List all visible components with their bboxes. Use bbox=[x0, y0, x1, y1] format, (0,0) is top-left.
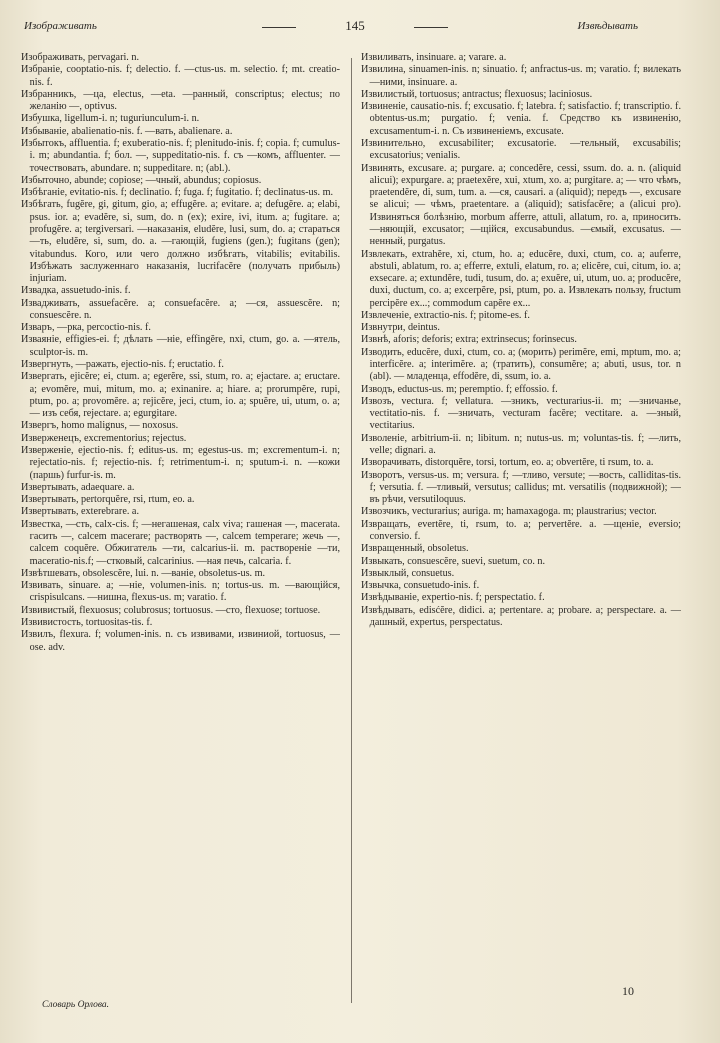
dictionary-entry: Извѣдывать, edisćĕre, didici. a; pertentare. a; probare. a; perspectare. a. —дашный, expertus, perspectatus. bbox=[361, 604, 681, 628]
dictionary-entry: Изводъ, eductus-us. m; peremptio. f; effossio. f. bbox=[361, 383, 558, 395]
dictionary-entry: Изваръ, —рка, percoctio-nis. f. bbox=[21, 322, 151, 334]
dictionary-entry: Извергать, ejicĕre; ei, ctum. a; egerĕre, ssi, stum, ro. a; ejactare. a; eructare. a; evomĕre, mui, mitum, mo. a; exinanire. a; hiare. a; prorumpĕre, rupi, ptum, po. a; provomĕre. a; rejicĕre, jeci, ctum, io. a; spuĕre, ui, utum, o. a; — изъ себя, rejectare. a; egurgitare. bbox=[21, 371, 340, 420]
dictionary-entry: Избѣганіе, evitatio-nis. f; declinatio. f; fuga. f; fugitatio. f; declinatus-us. m. bbox=[21, 187, 334, 199]
dictionary-entry: Извлеченіе, extractio-nis. f; pitome-es. f. bbox=[361, 309, 530, 321]
dictionary-entry: Извиненіе, causatio-nis. f; excusatio. f; latebra. f; satisfactio. f; transcriptio. f. obtentus-us.m; purgatio. f; venia. f. Средство къ извиненію, excusamentum-i. n. Съ извиненіемъ, excusate. bbox=[361, 101, 681, 137]
dictionary-entry: Извѣтшевать, obsolescĕre, lui. n. —ваніе, obsoletus-us. m. bbox=[21, 567, 266, 579]
right-column bbox=[361, 52, 681, 629]
dictionary-entry: Изверженецъ, excrementorius; rejectus. bbox=[21, 432, 187, 444]
footer-signature-mark: 10 bbox=[622, 984, 634, 998]
dictionary-entry: Извинять, excusare. a; purgare. a; concedĕre, cessi, ssum. do. a. n. (aliquid alicui); expurgare. a; praetexĕre, xui, xtum, xo. a; purgitare. a; — что чѣмъ, praetendĕre, di, sum, tum. a. —ся, causari. a (aliquid); передъ —, excusare se alicui; — чѣмъ, praetentare. a (aliquid); satisfacĕre; a (alicui pro). Извиняться болѣзнію, morbum afferre, attuli, allatum, ro. a, приносить. —няющій, excusator; —щійся, excusabundus. —ємый, excusatus. —ненный, purgatus. bbox=[361, 162, 681, 248]
left-column bbox=[21, 52, 340, 654]
dictionary-entry: Извергъ, homo malignus, — noxosus. bbox=[21, 420, 179, 432]
header-page-number: 145 bbox=[300, 18, 410, 34]
dictionary-entry: Извивистый, flexuosus; colubrosus; tortuosus. —сто, flexuose; tortuose. bbox=[21, 604, 321, 616]
page-header bbox=[0, 16, 720, 38]
dictionary-entry: Известка, —сть, calx-cis. f; —негашеная, calx viva; гашеная —, macerata. гасить —, calcem macerare; растворять —, calcem temperare; жечь —, calcem coquĕre. Обжигатель —ти, calcarius-ii. m. раствореніе —ти, maceratio-nis.f; —стковый, calcarinius. —ная печь, calcaria. f. bbox=[21, 518, 340, 567]
dictionary-entry: Извилъ, flexura. f; volumen-inis. n. съ извивами, извиниой, tortuosus, —ose. adv. bbox=[21, 629, 340, 653]
dictionary-entry: Изверженіе, ejectio-nis. f; editus-us. m; egestus-us. m; excrementum-i. n; rejectatio-nis. f; rejectio-nis. f; retrimentum-i. n; sputum-i. n. —кожи (паршь) furfur-is. m. bbox=[21, 445, 340, 481]
dictionary-entry: Изворачивать, distorquĕre, torsi, tortum, eo. a; obvertĕre, ti rsum, to. a. bbox=[361, 457, 654, 469]
dictionary-entry: Извѣдываніе, expertio-nis. f; perspectatio. f. bbox=[361, 592, 545, 604]
dictionary-entry: Извадживать, assuefacĕre. a; consuefacĕre. a; —ся, assuescĕre. n; consuescĕre. n. bbox=[21, 297, 340, 321]
dictionary-entry: Избѣгать, fugĕre, gi, gitum, gio, a; effugĕre. a; evitare. a; defugĕre. a; elabi, psus. ior. a; evadĕre, si, sum, do. n (ex); exire, ivi, itum. a; fugitare. a; profugĕre. a; tergiversari. —наказанія, eludĕre, lusi, sum, do. a; стараться —ть, eludĕre, si, sum, do. a. —гающій, fugiens (gen.); fugitans (gen); vitabundus. Кого, или чего должно избѣгать, vitabilis; evitabilis. Избѣжать заслуженнаго наказанія, lucrifacĕre (получать прибыль) injuriam. bbox=[21, 199, 340, 285]
dictionary-entry: Избраніе, cooptatio-nis. f; delectio. f. —ctus-us. m. selectio. f; mt. creatio-nis. f. bbox=[21, 64, 340, 88]
dictionary-entry: Извадка, assuetudo-inis. f. bbox=[21, 285, 131, 297]
dictionary-entry: Изволеніе, arbitrium-ii. n; libitum. n; nutus-us. m; voluntas-tis. f; —лить, velle; dignari. a. bbox=[361, 432, 681, 456]
dictionary-entry: Изваяніе, effigies-ei. f; дѣлать —ніе, effingĕre, nxi, ctum, go. a. —ятель, sculptor-is. m. bbox=[21, 334, 340, 358]
footer-signature: Словарь Орлова. bbox=[42, 1000, 110, 1010]
dictionary-entry: Избываніе, abalienatio-nis. f. —вать, abalienare. a. bbox=[21, 125, 233, 137]
header-left-guide-word: Изображивать bbox=[24, 20, 97, 32]
dictionary-entry: Извыклый, consuetus. bbox=[361, 567, 455, 579]
dictionary-entry: Извертывать, adaequare. a. bbox=[21, 481, 135, 493]
dictionary-entry: Извлекать, extrahĕre, xi, ctum, ho. a; educĕre, duxi, ctum, co. a; auferre, abstuli, ablatum, ro. a; efferre, extuli, elatum, ro. a; elicĕre, cui, citum, io. a; exsecare. a; extundĕre, tudi, tusum, do. a; exuĕre, ui, utum, uo. a; producĕre, duxi, ductum, co. a; excerpĕre, psi, ptum, po. a. Извлекать пользу, fructum percipĕre ex...; commodum capĕre ex... bbox=[361, 248, 681, 309]
header-right-guide-word: Извѣдывать bbox=[577, 20, 638, 32]
dictionary-entry: Извычка, consuetudo-inis. f. bbox=[361, 580, 480, 592]
dictionary-entry: Извиливать, insinuare. a; varare. a. bbox=[361, 52, 507, 63]
dictionary-entry: Извинительно, excusabiliter; excusatorie. —тельный, excusabilis; excusatorius; venialis. bbox=[361, 137, 681, 162]
dictionary-entry: Извозъ, vectura. f; vellatura. —зникъ, vecturarius-ii. m; —зничанье, vectitatio-nis. f. —зничать, vecturam facĕre; vectitare. a. —зный, vectitarius. bbox=[361, 395, 681, 432]
dictionary-entry: Извнутри, deintus. bbox=[361, 322, 440, 334]
dictionary-entry: Избытокъ, affluentia. f; exuberatio-nis. f; plenitudo-inis. f; copia. f; cumulus-i. m; abundantia. f; бол. —, suppeditatio-nis. f. съ —комъ, affluenter. —точествовать, abundare. n; suppeditare. n; (abl.). bbox=[21, 137, 340, 174]
dictionary-entry: Извращенный, obsoletus. bbox=[361, 543, 469, 555]
dictionary-entry: Избранникъ, —ца, electus, —eta. —ранный, conscriptus; electus; по желанію —, optivus. bbox=[21, 88, 340, 113]
dictionary-entry: Изображивать, pervagari. n. bbox=[21, 52, 140, 63]
dictionary-entry: Извыкать, consuescĕre, suevi, suetum, co. n. bbox=[361, 555, 546, 567]
dictionary-entry: Избушка, ligellum-i. n; tuguriunculum-i. n. bbox=[21, 113, 200, 125]
dictionary-entry: Изворотъ, versus-us. m; versura. f; —тливо, versute; —вость, calliditas-tis. f; versutia. f. —тливый, versutus; callidus; mt. versatilis (подвижной); — въ рѣчи, versutiloquus. bbox=[361, 469, 681, 506]
dictionary-entry: Извнѣ, aforis; deforis; extra; extrinsecus; forinsecus. bbox=[361, 334, 577, 346]
dictionary-entry: Извергнуть, —ражать, ejectio-nis. f; eructatio. f. bbox=[21, 359, 224, 371]
dictionary-entry: Извивистость, tortuositas-tis. f. bbox=[21, 616, 153, 628]
dictionary-entry: Извертывать, exterebrare. a. bbox=[21, 506, 140, 518]
dictionary-entry: Избыточно, abunde; copiose; —чный, abundus; copiosus. bbox=[21, 174, 262, 186]
dictionary-entry: Извивать, sinuare. a; —ніе, volumen-inis. n; tortus-us. m. —вающійся, crispisulcans. —нишна, flexus-us. m; varatio. f. bbox=[21, 580, 340, 604]
dictionary-entry: Извилистый, tortuosus; antractus; flexuosus; laciniosus. bbox=[361, 88, 593, 100]
dictionary-entry: Извращать, evertĕre, ti, rsum, to. a; pervertĕre. a. —щеніе, eversio; conversio. f. bbox=[361, 518, 681, 542]
dictionary-entry: Изводить, educĕre, duxi, ctum, co. a; (морить) perimĕre, emi, mptum, mo. a; interficĕre. a; interimĕre. a; (тратить), consumĕre; a; abuti, usus, tor. n (abl). — младенца, effodĕre, di, ssum, io. a. bbox=[361, 346, 681, 383]
dictionary-entry: Извозчикъ, vecturarius; auriga. m; hamaxagoga. m; plaustrarius; vector. bbox=[361, 506, 657, 518]
column-divider bbox=[351, 58, 352, 1003]
dictionary-entry: Извилина, sinuamen-inis. n; sinuatio. f; anfractus-us. m; varatio. f; вилекать —ними, insinuare. a. bbox=[361, 64, 681, 88]
dictionary-entry: Извертывать, pertorquĕre, rsi, rtum, eo. a. bbox=[21, 494, 195, 506]
